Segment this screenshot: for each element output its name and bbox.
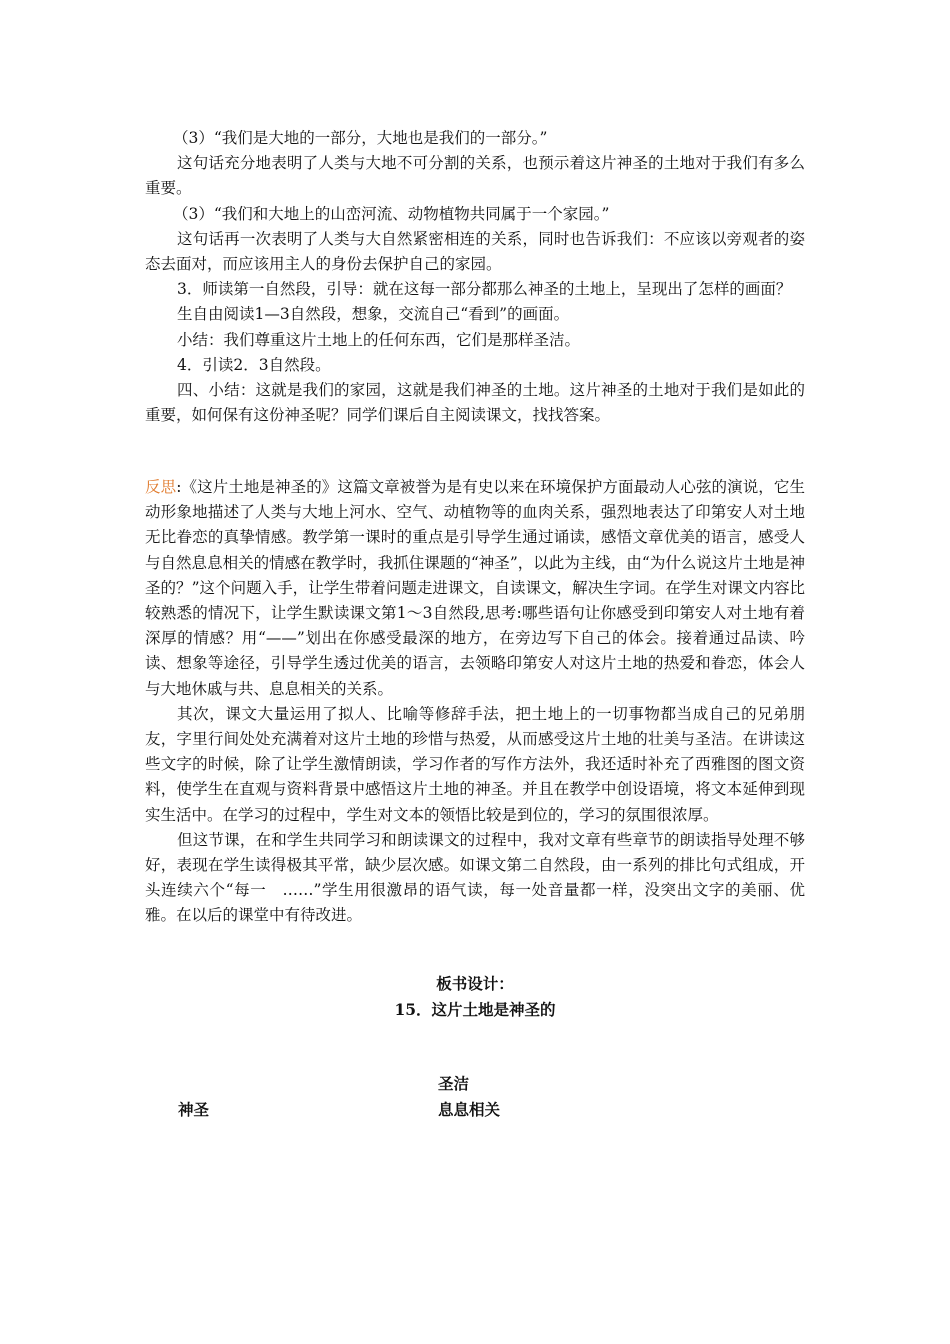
reflection-section bbox=[145, 475, 805, 929]
step-4: 4．引读2．3自然段。 bbox=[177, 355, 331, 374]
reflection-label: 反思 bbox=[145, 478, 177, 496]
final-summary: 四、小结：这就是我们的家园，这就是我们神圣的土地。这片神圣的土地对于我们是如此的重要，如何保有这份神圣呢？同学们课后自主阅读课文，找找答案。 bbox=[145, 381, 805, 425]
board-item-sacred: 神圣 bbox=[178, 1100, 210, 1119]
quote-3b-explanation: 这句话再一次表明了人类与大自然紧密相连的关系，同时也告诉我们：不应该以旁观者的姿态去面对，而应该用主人的身份去保护自己的家园。 bbox=[145, 229, 805, 274]
reflection-text-1: :《这片土地是神圣的》这篇文章被誉为是有史以来在环境保护方面最动人心弦的演说，它生动形象地描述了人类与大地上河水、空气、动植物等的血肉关系，强烈地表达了印第安人对土地无比眷恋的真挚情感。教学第一课时的重点是引导学生通过诵读，感悟文章优美的语言，感受人与自然息息相关的情感在教学时，我抓住课题的“神圣”，以此为主线，由“为什么说这片土地是神圣的？”这个问题入手，让学生带着问题走进课文，自读课文，解决生字词。在学生对课文内容比较熟悉的情况下，让学生默读课文第1～3自然段,思考:哪些语句让你感受到印第安人对土地有着深厚的情感？用“——”划出在你感受最深的地方，在旁边写下自己的体会。接着通过品读、吟读、想象等途径，引导学生透过优美的语言，去领略印第安人对这片土地的热爱和眷恋，体会人与大地休戚与共、息息相关的关系。 bbox=[145, 478, 805, 698]
quote-3b: （3）“我们和大地上的山峦河流、动物植物共同属于一个家园。” bbox=[173, 204, 610, 223]
step-3: 3．师读第一自然段，引导：就在这每一部分都那么神圣的土地上，呈现出了怎样的画面？ bbox=[177, 280, 792, 299]
quote-3a: （3）“我们是大地的一部分，大地也是我们的一部分。” bbox=[173, 129, 548, 147]
board-title: 15．这片土地是神圣的 bbox=[394, 1000, 556, 1019]
quote-3a-explanation: 这句话充分地表明了人类与大地不可分割的关系，也预示着这片神圣的土地对于我们有多么重要。 bbox=[145, 154, 805, 198]
reflection-paragraph-3: 但这节课，在和学生共同学习和朗读课文的过程中，我对文章有些章节的朗读指导处理不够好，表现在学生读得极其平常，缺少层次感。如课文第二自然段，由一系列的排比句式组成，开头连续六个“每一 ……”学生用很激昂的语气读，每一处音量都一样，没突出文字的美丽、优雅。在以后的课堂中有待改进。 bbox=[145, 830, 805, 925]
lesson-steps-section bbox=[145, 126, 805, 428]
reflection-paragraph-1 bbox=[145, 475, 805, 702]
step-3-summary: 小结：我们尊重这片土地上的任何东西，它们是那样圣洁。 bbox=[177, 330, 581, 349]
board-item-related: 息息相关 bbox=[438, 1100, 501, 1119]
step-3-reading: 生自由阅读1—3自然段，想象，交流自己“看到”的画面。 bbox=[177, 305, 570, 324]
board-heading: 板书设计： bbox=[436, 974, 514, 993]
reflection-paragraph-2: 其次，课文大量运用了拟人、比喻等修辞手法，把土地上的一切事物都当成自己的兄弟朋友，字里行间处处充满着对这片土地的珍惜与热爱，从而感受这片土地的壮美与圣洁。在讲读这些文字的时候，除了让学生激情朗读，学习作者的写作方法外，我还适时补充了西雅图的图文资料，使学生在直观与资料背景中感悟这片土地的神圣。并且在教学中创设语境，将文本延伸到现实生活中。在学习的过程中，学生对文本的领悟比较是到位的，学习的氛围很浓厚。 bbox=[145, 704, 805, 824]
board-item-holy: 圣洁 bbox=[438, 1074, 470, 1093]
